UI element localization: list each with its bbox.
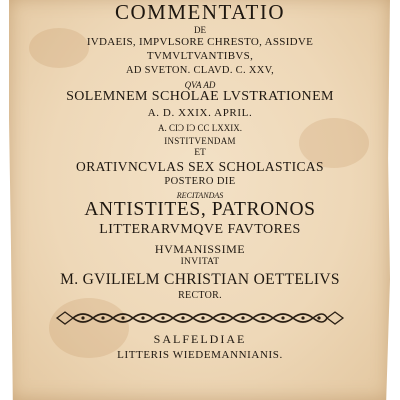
text-line: RECTOR. xyxy=(178,290,222,301)
text-line: INVITAT xyxy=(180,257,220,267)
text-line: RECITANDAS xyxy=(176,191,224,200)
text-line: LITTERARVMQVE FAVTORES xyxy=(99,222,301,237)
text-line: A. D. XXIX. APRIL. xyxy=(147,107,253,119)
text-line: IVDAEIS, IMPVLSORE CHRESTO, ASSIDVE xyxy=(86,36,314,48)
text-line: AD SVETON. CLAVD. C. XXV, xyxy=(125,65,275,76)
text-line: DE xyxy=(194,25,206,35)
text-line: POSTERO DIE xyxy=(164,176,236,187)
text-line: ET xyxy=(194,148,206,158)
author-name: M. GVILIELM CHRISTIAN OETTELIVS xyxy=(60,271,340,288)
imprint-place: SALFELDIAE xyxy=(153,332,247,346)
text-line: TVMVLTVANTIBVS, xyxy=(146,50,254,62)
text-line: ANTISTITES, PATRONOS xyxy=(84,199,316,220)
title-commentatio: COMMENTATIO xyxy=(115,0,285,24)
text-line: HVMANISSIME xyxy=(154,242,246,256)
text-line: QVA AD xyxy=(184,80,216,90)
text-line: INSTITVENDAM xyxy=(164,136,236,146)
text-line: ORATIVNCVLAS SEX SCHOLASTICAS xyxy=(76,159,324,174)
ornamental-border-divider xyxy=(55,309,345,327)
imprint-printer: LITTERIS WIEDEMANNIANIS. xyxy=(117,349,283,361)
text-line: A. CIƆ IƆ CC LXXIX. xyxy=(157,123,242,133)
text-line: SOLEMNEM SCHOLAE LVSTRATIONEM xyxy=(66,89,334,104)
